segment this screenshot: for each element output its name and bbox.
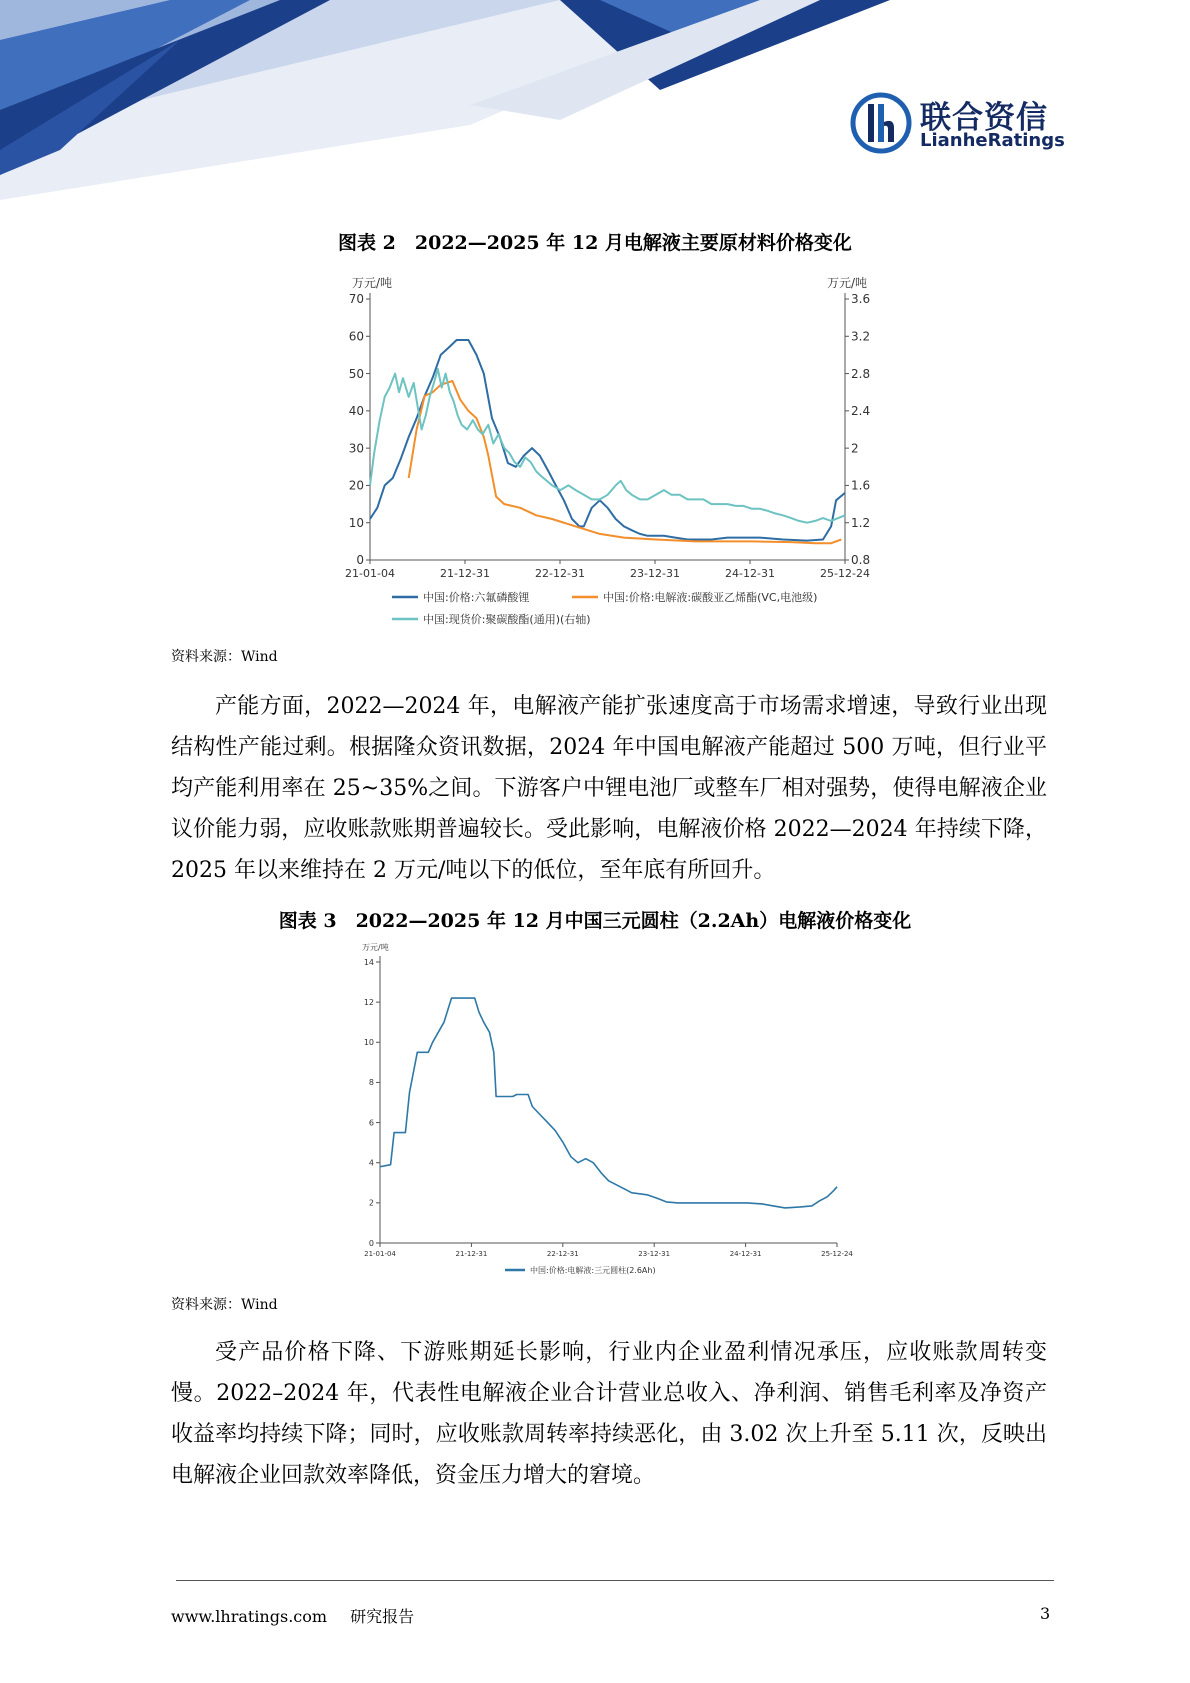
- y-left-tick-label: 10: [363, 1038, 374, 1048]
- y-left-unit: 万元/吨: [352, 276, 393, 290]
- y-right-unit: 万元/吨: [827, 276, 868, 290]
- legend-label-2: 中国:价格:电解液:碳酸亚乙烯酯(VC,电池级): [603, 590, 818, 604]
- x-tick-label: 21-12-31: [455, 1250, 488, 1258]
- footer-label: 研究报告: [350, 1607, 415, 1626]
- legend-label-3: 中国:现货价:聚碳酸酯(通用)(右轴): [423, 612, 591, 626]
- brand-name-cn: 联合资信: [920, 100, 1048, 136]
- figure2-title: 图表 2 2022—2025 年 12 月电解液主要原材料价格变化: [338, 232, 852, 254]
- y-right-tick-label: 0.8: [851, 553, 870, 568]
- x-tick-label: 21-01-04: [364, 1250, 396, 1258]
- footer-info: [171, 1604, 432, 1627]
- page-number: 3: [1040, 1604, 1051, 1623]
- x-tick-label: 23-12-31: [630, 567, 680, 580]
- y-left-tick-label: 2: [368, 1198, 374, 1208]
- x-tick-label: 25-12-24: [821, 1250, 853, 1258]
- brand-logo: [850, 92, 1065, 158]
- series-line-1: [380, 998, 837, 1208]
- y-right-tick-label: 2.4: [851, 404, 870, 419]
- figure2-chart: [340, 262, 870, 632]
- legend-label-1: 中国:价格:六氟磷酸锂: [423, 590, 530, 604]
- y-left-unit: 万元/吨: [362, 943, 389, 952]
- brand-name-en: LianheRatings: [920, 130, 1065, 151]
- figure3-title: 图表 3 2022—2025 年 12 月中国三元圆柱（2.2Ah）电解液价格变化: [278, 910, 912, 932]
- x-tick-label: 25-12-24: [820, 567, 870, 580]
- y-left-tick-label: 20: [348, 478, 364, 493]
- y-left-tick-label: 50: [348, 366, 364, 381]
- y-right-tick-label: 1.2: [851, 515, 870, 530]
- paragraph-capacity: 产能方面，2022—2024 年，电解液产能扩张速度高于市场需求增速，导致行业出现结构性产能过剩。根据隆众资讯数据，2024 年中国电解液产能超过 500 万吨，但行业平均产能利用率在 25~35%之间。下游客户中锂电池厂或整车厂相对强势，使得电解液企业议价能力弱，应收账款账期普遍较长。受此影响，电解液价格 2022—2024 年持续下降，2025 年以来维持在 2 万元/吨以下的低位，至年底有所回升。: [171, 694, 1047, 883]
- y-left-tick-label: 6: [368, 1118, 374, 1128]
- figure3-source: 资料来源：Wind: [171, 1297, 278, 1313]
- y-left-tick-label: 14: [363, 957, 374, 967]
- y-left-tick-label: 60: [348, 329, 364, 344]
- y-left-tick-label: 12: [363, 997, 374, 1007]
- x-tick-label: 22-12-31: [535, 567, 585, 580]
- y-right-tick-label: 2: [851, 441, 859, 456]
- series-line-1: [370, 340, 845, 541]
- paragraph-profit: 受产品价格下降、下游账期延长影响，行业内企业盈利情况承压，应收账款周转变慢。2022–2024 年，代表性电解液企业合计营业总收入、净利润、销售毛利率及净资产收益率均持续下降；同时，应收账款周转率持续恶化，由 3.02 次上升至 5.11 次，反映出电解液企业回款效率降低，资金压力增大的窘境。: [171, 1340, 1047, 1488]
- y-left-tick-label: 8: [368, 1078, 374, 1088]
- x-tick-label: 21-12-31: [440, 567, 490, 580]
- series-line-2: [409, 381, 842, 543]
- figure3-chart: [355, 938, 855, 1283]
- footer-website: www.lhratings.com: [171, 1607, 328, 1626]
- legend-label-1: 中国:价格:电解液:三元圆柱(2.6Ah): [530, 1265, 656, 1275]
- x-tick-label: 23-12-31: [638, 1250, 671, 1258]
- footer-divider: [176, 1580, 1054, 1581]
- y-left-tick-label: 40: [348, 404, 364, 419]
- series-line-3: [370, 369, 845, 523]
- y-left-tick-label: 4: [368, 1158, 374, 1168]
- y-right-tick-label: 2.8: [851, 366, 870, 381]
- figure2-source: 资料来源：Wind: [171, 649, 278, 665]
- x-tick-label: 24-12-31: [729, 1250, 762, 1258]
- y-left-tick-label: 10: [348, 515, 364, 530]
- x-tick-label: 21-01-04: [345, 567, 395, 580]
- y-left-tick-label: 70: [348, 292, 364, 307]
- y-right-tick-label: 3.6: [851, 292, 870, 307]
- y-right-tick-label: 1.6: [851, 478, 870, 493]
- lianhe-logo-icon: [850, 92, 912, 154]
- y-left-tick-label: 0: [368, 1238, 374, 1248]
- y-right-tick-label: 3.2: [851, 329, 870, 344]
- y-left-tick-label: 0: [356, 553, 364, 568]
- x-tick-label: 22-12-31: [546, 1250, 579, 1258]
- y-left-tick-label: 30: [348, 441, 364, 456]
- x-tick-label: 24-12-31: [725, 567, 775, 580]
